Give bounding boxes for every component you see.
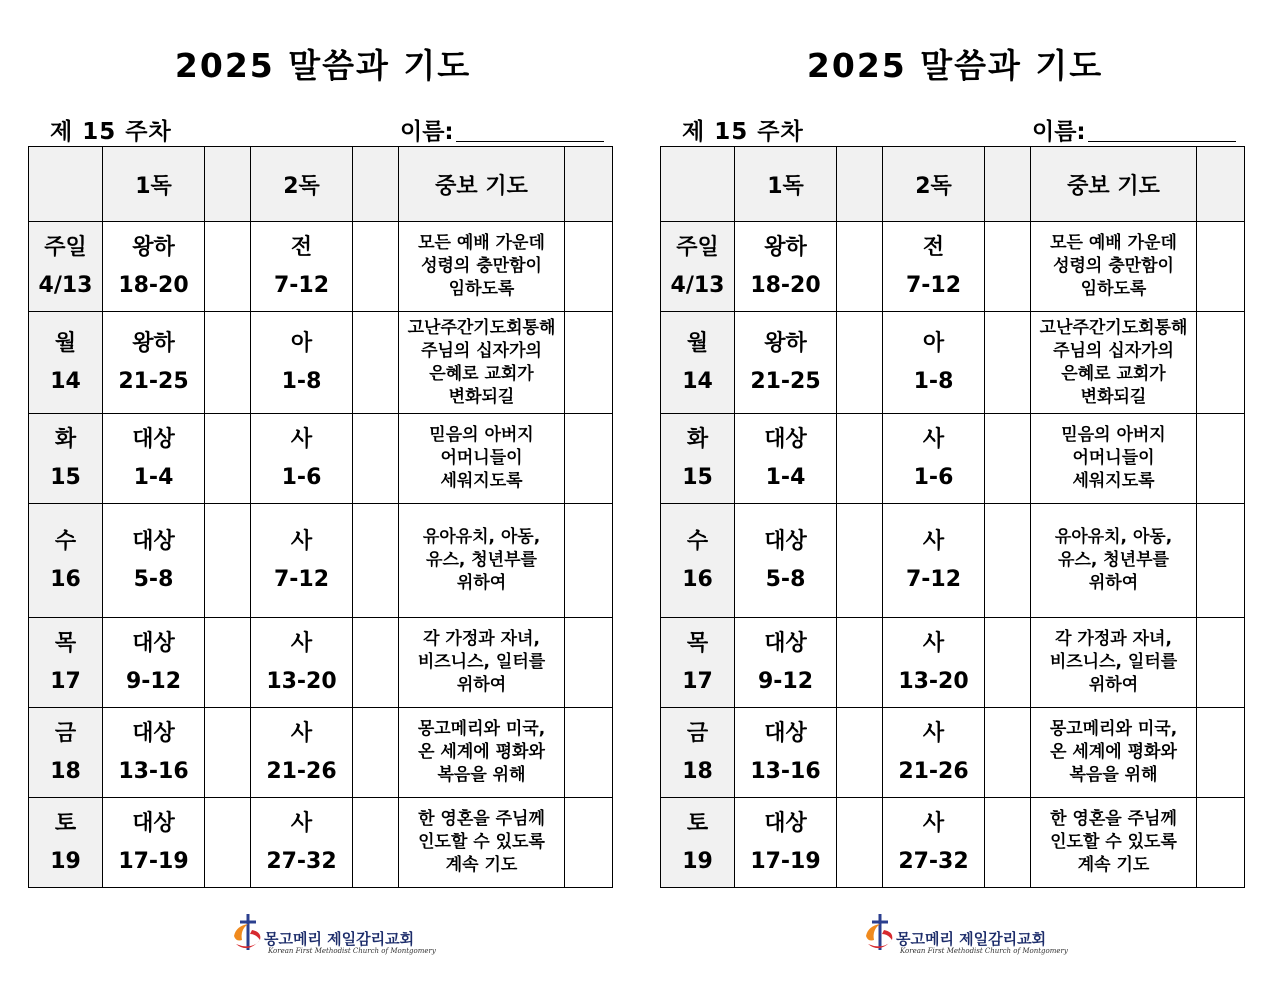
reading2-cell <box>883 504 985 618</box>
reading1-check-cell[interactable] <box>837 708 883 798</box>
day-name: 목 <box>54 630 77 656</box>
day-name: 금 <box>686 720 709 746</box>
reading2-cell <box>251 504 353 618</box>
week-label: 제 15 주차 <box>50 119 172 145</box>
reading2-chapters: 1-8 <box>281 368 322 394</box>
day-date: 17 <box>50 668 81 694</box>
header-prayer: 중보 기도 <box>1031 147 1197 222</box>
prayer-cell <box>399 414 565 504</box>
reading1-check-cell[interactable] <box>205 618 251 708</box>
day-name: 토 <box>54 810 77 836</box>
reading2-cell <box>883 222 985 312</box>
reading1-check-cell[interactable] <box>205 222 251 312</box>
day-name: 수 <box>54 528 77 554</box>
prayer-check-cell[interactable] <box>565 222 613 312</box>
reading1-cell <box>735 618 837 708</box>
reading2-cell <box>883 312 985 414</box>
day-cell <box>29 222 103 312</box>
reading1-chapters: 18-20 <box>750 272 821 298</box>
day-cell <box>29 798 103 888</box>
day-date: 15 <box>50 464 81 490</box>
header-check3 <box>1197 147 1245 222</box>
reading1-chapters: 5-8 <box>765 566 806 592</box>
reading2-chapters: 21-26 <box>898 758 969 784</box>
prayer-cell <box>1031 708 1197 798</box>
prayer-line: 믿음의 아버지 <box>429 425 534 445</box>
header-check1 <box>837 147 883 222</box>
cross-flame-icon <box>228 910 268 954</box>
prayer-cell <box>399 222 565 312</box>
prayer-cell <box>399 312 565 414</box>
reading1-book: 대상 <box>764 810 807 836</box>
reading1-chapters: 17-19 <box>750 848 821 874</box>
prayer-cell <box>1031 222 1197 312</box>
reading1-check-cell[interactable] <box>837 222 883 312</box>
day-name: 주일 <box>676 234 719 260</box>
reading2-cell <box>251 222 353 312</box>
day-cell <box>29 312 103 414</box>
prayer-check-cell[interactable] <box>1197 312 1245 414</box>
prayer-line: 임하도록 <box>1080 279 1147 299</box>
prayer-cell <box>399 504 565 618</box>
reading2-book: 사 <box>922 426 945 452</box>
church-name: 몽고메리 제일감리교회 <box>896 930 1047 948</box>
reading2-cell <box>251 708 353 798</box>
day-name: 주일 <box>44 234 87 260</box>
reading1-check-cell[interactable] <box>837 414 883 504</box>
prayer-line: 임하도록 <box>448 279 515 299</box>
reading2-book: 사 <box>290 810 313 836</box>
reading1-cell <box>735 414 837 504</box>
prayer-line: 주님의 십자가의 <box>1053 340 1174 361</box>
name-blank-line <box>456 141 604 142</box>
church-subtitle: Korean First Methodist Church of Montgomery <box>268 947 436 955</box>
reading2-book: 사 <box>290 528 313 554</box>
prayer-check-cell[interactable] <box>1197 414 1245 504</box>
reading1-book: 대상 <box>764 426 807 452</box>
day-date: 4/13 <box>38 272 93 298</box>
reading2-check-cell[interactable] <box>353 414 399 504</box>
reading1-chapters: 13-16 <box>118 758 189 784</box>
reading2-book: 사 <box>290 426 313 452</box>
reading2-check-cell[interactable] <box>353 312 399 414</box>
prayer-cell <box>1031 312 1197 414</box>
reading2-chapters: 13-20 <box>898 668 969 694</box>
prayer-line: 각 가정과 자녀, <box>1055 629 1172 649</box>
reading2-check-cell[interactable] <box>353 618 399 708</box>
prayer-line: 계속 기도 <box>1077 855 1150 875</box>
reading1-cell <box>735 312 837 414</box>
prayer-line: 모든 예배 가운데 <box>418 233 545 253</box>
reading1-chapters: 9-12 <box>125 668 182 694</box>
day-name: 월 <box>686 330 709 356</box>
prayer-line: 주님의 십자가의 <box>421 340 542 361</box>
day-name: 금 <box>54 720 77 746</box>
day-date: 19 <box>50 848 81 874</box>
reading1-cell <box>735 504 837 618</box>
prayer-line: 성령의 충만함이 <box>1053 256 1174 276</box>
reading2-check-cell[interactable] <box>985 414 1031 504</box>
reading1-chapters: 18-20 <box>118 272 189 298</box>
reading1-check-cell[interactable] <box>837 504 883 618</box>
prayer-line: 유스, 청년부를 <box>426 550 537 570</box>
prayer-line: 몽고메리와 미국, <box>417 719 546 739</box>
table-row <box>29 312 613 414</box>
reading2-check-cell[interactable] <box>985 222 1031 312</box>
reading1-chapters: 1-4 <box>765 464 806 490</box>
reading1-chapters: 1-4 <box>133 464 174 490</box>
table-row <box>661 618 1245 708</box>
reading2-chapters: 27-32 <box>266 848 337 874</box>
name-field <box>1032 113 1244 146</box>
table-row <box>661 798 1245 888</box>
prayer-cell <box>1031 798 1197 888</box>
prayer-line: 변화되길 <box>448 386 515 407</box>
page-title: 2025 말씀과 기도 <box>174 46 472 85</box>
day-cell <box>29 708 103 798</box>
reading2-book: 사 <box>922 528 945 554</box>
reading1-book: 대상 <box>132 720 175 746</box>
day-date: 18 <box>50 758 81 784</box>
header-reading2: 2독 <box>883 147 985 222</box>
day-name: 토 <box>686 810 709 836</box>
sheet-left <box>28 0 618 989</box>
prayer-line: 은혜로 교회가 <box>1061 363 1166 384</box>
reading1-cell <box>103 504 205 618</box>
prayer-line: 한 영혼을 주님께 <box>418 809 545 829</box>
reading1-chapters: 9-12 <box>757 668 814 694</box>
prayer-cell <box>399 708 565 798</box>
reading1-check-cell[interactable] <box>205 708 251 798</box>
reading1-book: 왕하 <box>132 234 175 260</box>
header-day <box>661 147 735 222</box>
day-cell <box>661 708 735 798</box>
day-date: 15 <box>682 464 713 490</box>
prayer-check-cell[interactable] <box>565 312 613 414</box>
day-name: 화 <box>54 426 77 452</box>
header-check2 <box>985 147 1031 222</box>
reading1-check-cell[interactable] <box>205 414 251 504</box>
reading2-cell <box>251 798 353 888</box>
reading2-chapters: 7-12 <box>905 272 962 298</box>
prayer-line: 인도할 수 있도록 <box>418 832 545 852</box>
reading1-cell <box>735 708 837 798</box>
reading1-chapters: 17-19 <box>118 848 189 874</box>
reading-plan-table <box>660 146 1245 888</box>
table-row <box>29 504 613 618</box>
prayer-check-cell[interactable] <box>565 618 613 708</box>
prayer-check-cell[interactable] <box>1197 708 1245 798</box>
week-label: 제 15 주차 <box>682 119 804 145</box>
reading1-book: 대상 <box>132 810 175 836</box>
prayer-line: 온 세계에 평화와 <box>1050 742 1177 762</box>
prayer-line: 한 영혼을 주님께 <box>1050 809 1177 829</box>
prayer-check-cell[interactable] <box>1197 504 1245 618</box>
prayer-line: 비즈니스, 일터를 <box>1049 652 1178 672</box>
day-date: 18 <box>682 758 713 784</box>
reading1-check-cell[interactable] <box>205 504 251 618</box>
prayer-line: 비즈니스, 일터를 <box>417 652 546 672</box>
table-row <box>661 708 1245 798</box>
table-body <box>661 222 1245 888</box>
header-check2 <box>353 147 399 222</box>
prayer-check-cell[interactable] <box>1197 618 1245 708</box>
reading2-book: 전 <box>922 234 945 260</box>
day-cell <box>661 312 735 414</box>
reading2-check-cell[interactable] <box>985 798 1031 888</box>
reading2-chapters: 13-20 <box>266 668 337 694</box>
prayer-check-cell[interactable] <box>1197 222 1245 312</box>
reading2-chapters: 1-6 <box>913 464 954 490</box>
prayer-line: 은혜로 교회가 <box>429 363 534 384</box>
church-logo <box>228 910 436 966</box>
reading1-cell <box>103 222 205 312</box>
reading2-chapters: 7-12 <box>273 566 330 592</box>
church-name: 몽고메리 제일감리교회 <box>264 930 415 948</box>
reading2-book: 사 <box>922 720 945 746</box>
table-row <box>29 708 613 798</box>
reading2-cell <box>251 414 353 504</box>
church-logo <box>860 910 1068 966</box>
reading2-chapters: 21-26 <box>266 758 337 784</box>
prayer-cell <box>399 618 565 708</box>
prayer-check-cell[interactable] <box>565 798 613 888</box>
name-blank-line <box>1088 141 1236 142</box>
reading2-chapters: 1-8 <box>913 368 954 394</box>
prayer-line: 모든 예배 가운데 <box>1050 233 1177 253</box>
reading2-cell <box>883 618 985 708</box>
header-reading1: 1독 <box>735 147 837 222</box>
day-date: 19 <box>682 848 713 874</box>
reading2-book: 아 <box>922 330 945 356</box>
reading1-cell <box>103 708 205 798</box>
prayer-check-cell[interactable] <box>565 708 613 798</box>
reading2-check-cell[interactable] <box>353 798 399 888</box>
day-date: 4/13 <box>670 272 725 298</box>
prayer-cell <box>1031 414 1197 504</box>
prayer-line: 위하여 <box>1088 675 1139 695</box>
day-date: 16 <box>50 566 81 592</box>
day-cell <box>661 504 735 618</box>
prayer-line: 성령의 충만함이 <box>421 256 542 276</box>
reading2-check-cell[interactable] <box>985 708 1031 798</box>
day-date: 14 <box>50 368 81 394</box>
prayer-cell <box>1031 618 1197 708</box>
prayer-line: 인도할 수 있도록 <box>1050 832 1177 852</box>
header-reading2: 2독 <box>251 147 353 222</box>
reading1-check-cell[interactable] <box>837 312 883 414</box>
day-date: 14 <box>682 368 713 394</box>
prayer-line: 위하여 <box>456 675 507 695</box>
reading1-cell <box>103 798 205 888</box>
prayer-line: 유아유치, 아동, <box>422 527 541 547</box>
prayer-line: 변화되길 <box>1080 386 1147 407</box>
header-prayer: 중보 기도 <box>399 147 565 222</box>
reading1-chapters: 21-25 <box>750 368 821 394</box>
sheet-right <box>660 0 1250 989</box>
day-cell <box>661 618 735 708</box>
reading2-check-cell[interactable] <box>985 618 1031 708</box>
table-body <box>29 222 613 888</box>
reading1-chapters: 5-8 <box>133 566 174 592</box>
reading1-check-cell[interactable] <box>837 618 883 708</box>
reading2-cell <box>883 798 985 888</box>
reading1-book: 대상 <box>132 426 175 452</box>
church-subtitle: Korean First Methodist Church of Montgomery <box>900 947 1068 955</box>
reading2-book: 사 <box>922 810 945 836</box>
prayer-line: 유아유치, 아동, <box>1054 527 1173 547</box>
prayer-line: 어머니들이 <box>1072 448 1155 468</box>
reading-plan-table <box>28 146 613 888</box>
reading2-book: 사 <box>922 630 945 656</box>
reading2-book: 전 <box>290 234 313 260</box>
prayer-line: 세워지도록 <box>1072 471 1155 491</box>
header-check3 <box>565 147 613 222</box>
reading2-cell <box>251 618 353 708</box>
reading1-check-cell[interactable] <box>837 798 883 888</box>
prayer-line: 온 세계에 평화와 <box>418 742 545 762</box>
reading1-book: 왕하 <box>764 234 807 260</box>
reading1-book: 대상 <box>764 528 807 554</box>
day-cell <box>661 222 735 312</box>
day-date: 17 <box>682 668 713 694</box>
table-row <box>29 798 613 888</box>
prayer-line: 어머니들이 <box>440 448 523 468</box>
prayer-line: 계속 기도 <box>445 855 518 875</box>
reading1-cell <box>103 414 205 504</box>
prayer-line: 각 가정과 자녀, <box>423 629 540 649</box>
day-cell <box>29 504 103 618</box>
page-title: 2025 말씀과 기도 <box>806 46 1104 85</box>
day-cell <box>661 798 735 888</box>
reading1-cell <box>103 312 205 414</box>
table-row <box>29 618 613 708</box>
day-date: 16 <box>682 566 713 592</box>
reading1-cell <box>103 618 205 708</box>
reading2-cell <box>883 414 985 504</box>
reading2-check-cell[interactable] <box>353 222 399 312</box>
reading2-chapters: 1-6 <box>281 464 322 490</box>
reading1-cell <box>735 798 837 888</box>
reading2-check-cell[interactable] <box>353 708 399 798</box>
reading2-check-cell[interactable] <box>353 504 399 618</box>
day-name: 목 <box>686 630 709 656</box>
table-header-row <box>661 147 1245 222</box>
prayer-line: 위하여 <box>456 573 507 593</box>
prayer-check-cell[interactable] <box>565 504 613 618</box>
header-check1 <box>205 147 251 222</box>
reading1-chapters: 21-25 <box>118 368 189 394</box>
prayer-line: 복음을 위해 <box>1069 765 1158 785</box>
prayer-line: 유스, 청년부를 <box>1058 550 1169 570</box>
header-reading1: 1독 <box>103 147 205 222</box>
prayer-line: 고난주간기도회통해 <box>407 317 556 338</box>
reading1-book: 왕하 <box>764 330 807 356</box>
prayer-cell <box>1031 504 1197 618</box>
prayer-line: 고난주간기도회통해 <box>1039 317 1188 338</box>
reading2-check-cell[interactable] <box>985 504 1031 618</box>
reading2-book: 아 <box>290 330 313 356</box>
reading1-book: 대상 <box>764 630 807 656</box>
day-name: 수 <box>686 528 709 554</box>
prayer-line: 믿음의 아버지 <box>1061 425 1166 445</box>
prayer-line: 위하여 <box>1088 573 1139 593</box>
day-cell <box>29 618 103 708</box>
reading1-book: 대상 <box>132 528 175 554</box>
reading2-cell <box>251 312 353 414</box>
table-row <box>661 312 1245 414</box>
table-row <box>29 414 613 504</box>
prayer-cell <box>399 798 565 888</box>
reading1-cell <box>735 222 837 312</box>
prayer-line: 복음을 위해 <box>437 765 526 785</box>
prayer-line: 세워지도록 <box>440 471 523 491</box>
table-row <box>661 414 1245 504</box>
header-day <box>29 147 103 222</box>
reading2-chapters: 7-12 <box>273 272 330 298</box>
reading1-check-cell[interactable] <box>205 312 251 414</box>
day-name: 화 <box>686 426 709 452</box>
table-row <box>661 222 1245 312</box>
reading2-book: 사 <box>290 720 313 746</box>
reading1-book: 대상 <box>764 720 807 746</box>
cross-flame-icon <box>860 910 900 954</box>
table-row <box>661 504 1245 618</box>
day-name: 월 <box>54 330 77 356</box>
table-header-row <box>29 147 613 222</box>
name-label: 이름: <box>400 119 454 145</box>
reading2-chapters: 27-32 <box>898 848 969 874</box>
name-field <box>400 113 612 146</box>
day-cell <box>661 414 735 504</box>
prayer-check-cell[interactable] <box>1197 798 1245 888</box>
reading2-check-cell[interactable] <box>985 312 1031 414</box>
reading2-chapters: 7-12 <box>905 566 962 592</box>
reading1-chapters: 13-16 <box>750 758 821 784</box>
reading2-cell <box>883 708 985 798</box>
name-label: 이름: <box>1032 119 1086 145</box>
prayer-check-cell[interactable] <box>565 414 613 504</box>
reading1-book: 대상 <box>132 630 175 656</box>
reading2-book: 사 <box>290 630 313 656</box>
prayer-line: 몽고메리와 미국, <box>1049 719 1178 739</box>
day-cell <box>29 414 103 504</box>
reading1-book: 왕하 <box>132 330 175 356</box>
reading1-check-cell[interactable] <box>205 798 251 888</box>
table-row <box>29 222 613 312</box>
